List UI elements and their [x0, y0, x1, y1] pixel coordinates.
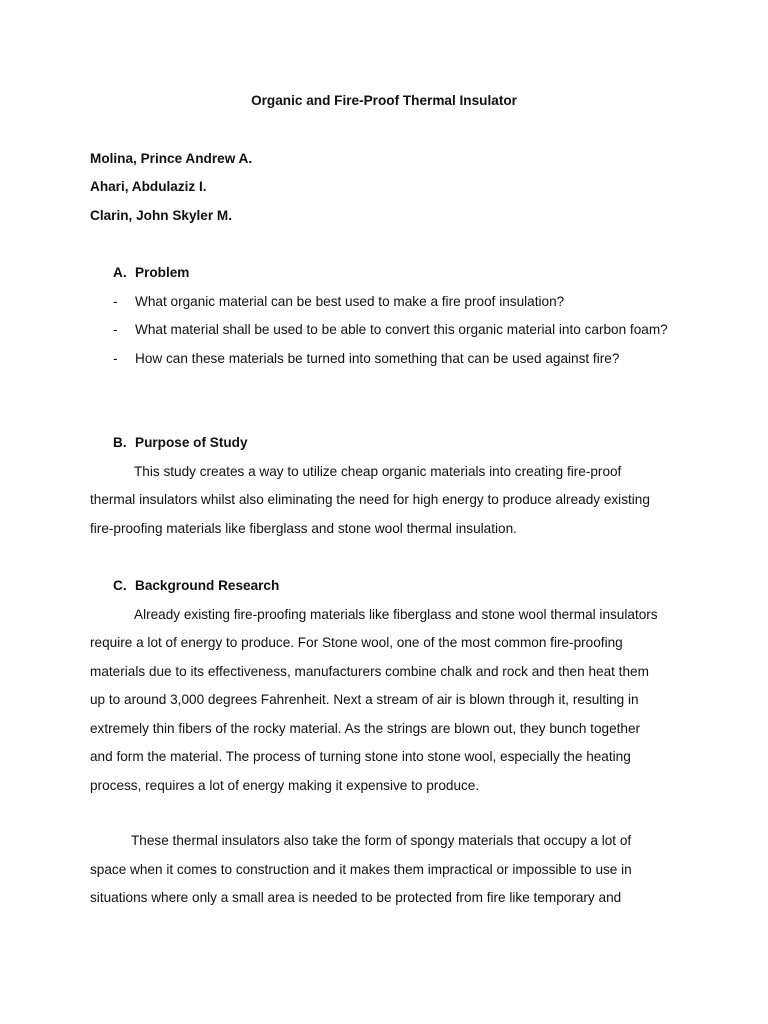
section-letter: B. — [113, 435, 127, 450]
list-item — [90, 288, 676, 317]
section-heading-text: Background Research — [135, 578, 280, 593]
section-letter: C. — [113, 578, 127, 593]
section-heading-text: Problem — [135, 265, 190, 280]
bullet-dash: - — [113, 322, 118, 337]
section-heading — [90, 572, 676, 601]
bullet-dash: - — [113, 293, 118, 309]
section-heading — [90, 259, 676, 288]
section-purpose — [90, 429, 676, 543]
section-problem — [90, 259, 676, 373]
section-letter: A. — [113, 265, 127, 280]
document-title: Organic and Fire-Proof Thermal Insulator — [251, 93, 517, 108]
author-name: Molina, Prince Andrew A. — [90, 151, 253, 166]
author-name: Clarin, John Skyler M. — [90, 208, 233, 223]
problem-bullet-list — [90, 288, 676, 374]
bullet-text: What organic material can be best used to make a fire proof insulation? — [135, 293, 565, 309]
section-heading-text: Purpose of Study — [135, 435, 248, 450]
list-item — [90, 316, 676, 345]
paragraph: This study creates a way to utilize cheap organic materials into creating fire-proof thermal insulators whilst also eliminating the need for high energy to produce already existing fire-proofing materials like fiberglass and stone wool thermal insulation. — [90, 463, 650, 536]
bullet-text: How can these materials be turned into something that can be used against fire? — [135, 350, 620, 366]
section-heading — [90, 429, 676, 458]
list-item — [90, 345, 676, 374]
bullet-dash: - — [113, 350, 118, 366]
bullet-text: What material shall be used to be able to convert this organic material into carbon foam? — [135, 322, 668, 337]
section-background-continued — [90, 827, 676, 913]
paragraph: These thermal insulators also take the form of spongy materials that occupy a lot of space when it comes to construction and it makes them impractical or impossible to use in situations where only a small area is needed to be protected from fire like temporary and — [90, 833, 632, 905]
section-background — [90, 572, 676, 800]
paragraph: Already existing fire-proofing materials like fiberglass and stone wool thermal insulators require a lot of energy to produce. For Stone wool, one of the most common fire-proofing materials due to its effectiveness, manufacturers combine chalk and rock and then heat them up to around 3,000 degrees Fahrenheit. Next a stream of air is blown through it, resulting in extremely thin fibers of the rocky material. As the strings are blown out, they bunch together and form the material. The process of turning stone into stone wool, especially the heating process, requires a lot of energy making it expensive to produce. — [90, 606, 658, 793]
author-name: Ahari, Abdulaziz I. — [90, 179, 207, 194]
